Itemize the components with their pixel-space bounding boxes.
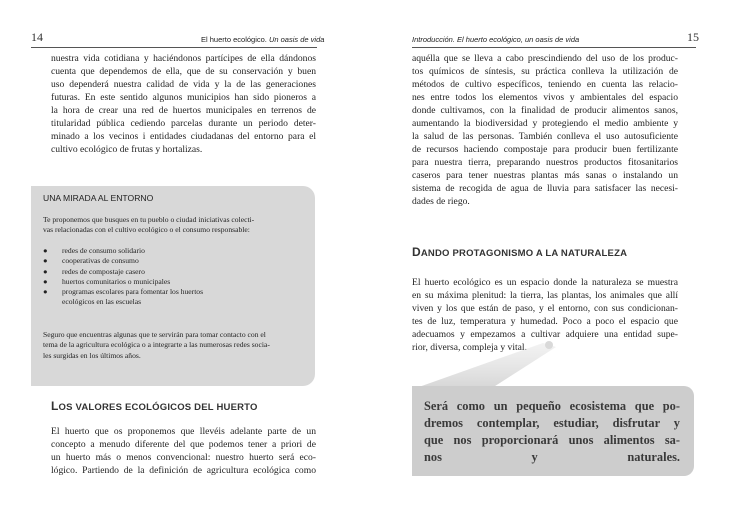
text-line: un huerto más o menos convencional: nuestro huerto será eco- <box>51 452 316 463</box>
text-line: El huerto que os proponemos que llevéis adelante parte de un <box>51 426 316 437</box>
text-line: donde cultivamos, con la finalidad de producir alimentos sanos, <box>412 105 678 116</box>
text-line: titularidad pública cediendo parcelas durante un periodo deter- <box>51 118 316 129</box>
text-line: en su máxima plenitud: la tierra, las plantas, los animales que allí <box>412 290 678 301</box>
running-head-subtitle: Un oasis de vida <box>268 35 325 44</box>
text-line: nos y naturales. <box>424 450 680 464</box>
text-line: Seguro que encuentras algunas que te servirán para tomar contacto con el <box>43 330 266 339</box>
sidebar-title: UNA MIRADA AL ENTORNO <box>43 193 154 203</box>
text-line: El huerto ecológico es un espacio donde la naturaleza se muestra <box>412 277 678 288</box>
heading-initial: L <box>51 399 59 413</box>
text-line: sistema de recogida de agua de lluvia para satisfacer las necesi- <box>412 183 678 194</box>
bullet-icon: ● <box>43 276 48 286</box>
heading-text: OS VALORES ECOLÓGICOS DEL HUERTO <box>58 402 258 413</box>
list-item-text-continued: ecológicos en las escuelas <box>62 297 142 307</box>
text-line: tos químicos de síntesis, su práctica conlleva la utilización de <box>412 66 678 77</box>
bullet-icon: ● <box>43 246 48 255</box>
text-line: minado a los vecinos i entidades ciudadanas del entorno para el <box>51 131 316 142</box>
text-line: Te proponemos que busques en tu pueblo o ciudad iniciativas colecti- <box>43 215 255 224</box>
list-item-text: redes de consumo solidario <box>62 246 145 255</box>
text-line: métodos de cultivo específicos, teniendo en cuenta las relacio- <box>412 79 678 90</box>
text-line: dremos contemplar, estudiar, disfrutar y <box>424 416 680 430</box>
text-line: la salud de las personas. También conlleva el uso autosuficiente <box>412 131 678 142</box>
text-line: que nos proporcionará unos alimentos sa- <box>424 433 680 447</box>
text-line: vas relacionadas con el cultivo ecológico o el consumo responsable: <box>43 225 250 235</box>
text-line: concepto a menudo diferente del que podemos tener a priori de <box>51 439 316 450</box>
text-line: les surgidas en los últimos años. <box>43 350 141 360</box>
page-number: 14 <box>31 30 43 44</box>
text-line: aquélla que se lleva a cabo prescindiendo del uso de los produc- <box>412 53 678 64</box>
heading-initial: D <box>412 245 421 259</box>
list-item-text: huertos comunitarios o municipales <box>62 276 171 286</box>
pull-quote-box <box>412 386 694 476</box>
page-number: 15 <box>687 30 699 44</box>
text-line: Será como un pequeño ecosistema que po- <box>424 399 680 413</box>
list-item-text: redes de compostaje casero <box>62 266 145 276</box>
text-line: nes entre todos los elementos vivos y ambientales del espacio <box>412 92 678 103</box>
text-line: nuestra vida cotidiana y haciéndonos partícipes de ella dándonos <box>51 53 316 64</box>
text-line: para nuestra tierra, preparando nuestros productos fitosanitarios <box>412 157 678 168</box>
text-line: rior, diversa, compleja y vital. <box>412 342 527 353</box>
running-head-text: Introducción. El huerto ecológico, un oasis de vida <box>412 35 580 44</box>
text-line: la hora de crear una red de huertos municipales en terrenos de <box>51 105 316 116</box>
text-line: lógico. Partiendo de la definición de agricultura ecológica como <box>51 465 316 476</box>
text-line: uso dependerá nuestra calidad de vida y la de las generaciones <box>51 79 316 90</box>
text-line: tes de luz, temperatura y humedad. Poco a poco el espacio que <box>412 316 678 327</box>
text-line: de recursos haciendo compostaje para producir buen fertilizante <box>412 144 678 155</box>
text-line: adecuamos y empezamos a cultivar adquiere una entidad supe- <box>412 329 678 340</box>
bullet-icon: ● <box>43 256 48 266</box>
text-line: caseros para tener nuestras plantas más sanas o instalando un <box>412 170 678 181</box>
list-item-text: cooperativas de consumo <box>62 256 139 266</box>
text-line: tema de la agricultura ecológica o a integrarte a las numerosas redes socia- <box>43 340 270 350</box>
list-item-text: programas escolares para fomentar los huertos <box>62 287 204 297</box>
text-line: cultivo ecológico de frutas y hortalizas. <box>51 144 203 155</box>
text-line: cuenta que dependemos de ella, que de su conservación y buen <box>51 66 316 77</box>
text-line: aumentando la biodiversidad y protegiendo el medio ambiente y <box>412 118 678 129</box>
running-head-title: El huerto ecológico. <box>201 35 267 44</box>
bullet-icon: ● <box>43 266 48 276</box>
text-line: futuras. En este sentido algunos municipios han sido pioneros a <box>51 92 316 103</box>
bullet-icon: ● <box>43 287 48 297</box>
heading-text: ANDO PROTAGONISMO A LA NATURALEZA <box>420 248 628 259</box>
text-line: viven y los que están de paso, y el entorno, con sus condicionan- <box>412 303 678 314</box>
pull-quote-text <box>424 398 680 466</box>
text-line: dades de riego. <box>412 196 470 207</box>
